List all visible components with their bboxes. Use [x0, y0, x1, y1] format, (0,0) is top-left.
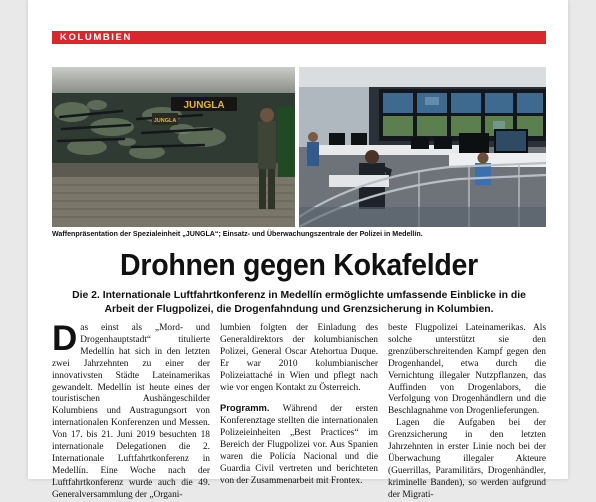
section-label: KOLUMBIEN: [60, 32, 132, 43]
column-2-paragraph-2: [220, 402, 378, 487]
column-2-text: Während der ersten Konferenztage stellten die internationalen Polizeieinheiten „Best Practices“ im Bereich der Flugpolizei vor. Aus Spanien waren die Policía Nacional und die Guardia Civil vertreten und berichteten von der Zusammenarbeit mit Frontex.: [220, 404, 378, 486]
article-headline: Drohnen gegen Kokafelder: [120, 247, 478, 282]
article-column-3: [388, 323, 546, 500]
column-2-paragraph-1: lumbien folgten der Einladung des Generaldirektors der kolumbianischen Polizei, General Oscar Atehortua Duque. Er war 2010 kolumbianischer Polizeiattaché in Wien und pflegt nach wie vor engen Kontakt zu Österreich.: [220, 323, 378, 393]
column-1-paragraph: [52, 319, 210, 502]
column-3-paragraph-1: beste Flugpolizei Lateinamerikas. Als solche unterstützt sie den grenzüberschreitenden Kampf gegen den Drogenhandel, etwa durch die Vernichtung illegaler Nutzpflanzen, das Auffinden von Drogenlabors, die Verfolgung von Drogenhändlern und die Beschlagnahme von Drogenlieferungen.: [388, 323, 546, 417]
section-header-bar: [52, 31, 546, 44]
weapons-presentation-image: [52, 67, 295, 227]
jungla-sign-text: JUNGLA: [153, 118, 177, 124]
operations-center-photo: [299, 67, 546, 227]
column-3-paragraph-2: Lagen die Aufgaben bei der Grenzsicherung in den letzten Jahrzehnten in erster Linie noch bei der Überwachung illegaler Akteure (Guerrillas, Paramilitärs, Drogenhändler, kriminelle Banden), so werden aufgrund der Migrati-: [388, 418, 546, 500]
photo-caption: Waffenpräsentation der Spezialeinheit „JUNGLA“; Einsatz- und Überwachungszentrale der Polizei in Medellín.: [52, 230, 423, 238]
operations-center-image: [299, 67, 546, 227]
paragraph-gap: [220, 394, 378, 402]
subheading-programm: Programm.: [220, 402, 270, 414]
article-column-2: [220, 323, 378, 486]
jungla-banner-text: JUNGLA: [183, 100, 225, 111]
drop-cap: D: [52, 319, 78, 358]
article-lead: Die 2. Internationale Luftfahrtkonferenz in Medellín ermöglichte umfassende Einblicke in die Arbeit der Flugpolizei, die Drogenfahndung und Grenzsicherung in Kolumbien.: [72, 290, 526, 315]
column-1-text: as einst als „Mord- und Drogenhauptstadt“ titulierte Medellín hat sich in den letzten zwei Jahrzehnten zu einer der innovativsten Städte Lateinamerikas gewandelt. Medellín ist heute eines der touristischen Aushängeschilder Kolumbiens und Austragungsort von internationalen Konferenzen und Messen. Von 17. bis 21. Juni 2019 besuchten 18 internationale Delegationen die 2. Internationale Luftfahrtkonferenz in Medellín. Eine Woche nach der Luftfahrtkonferenz wurde auch die 49. Generalversammlung der „Organi-: [52, 323, 210, 500]
magazine-page: [28, 0, 568, 500]
weapons-presentation-photo: [52, 67, 295, 227]
article-column-1: [52, 319, 210, 500]
